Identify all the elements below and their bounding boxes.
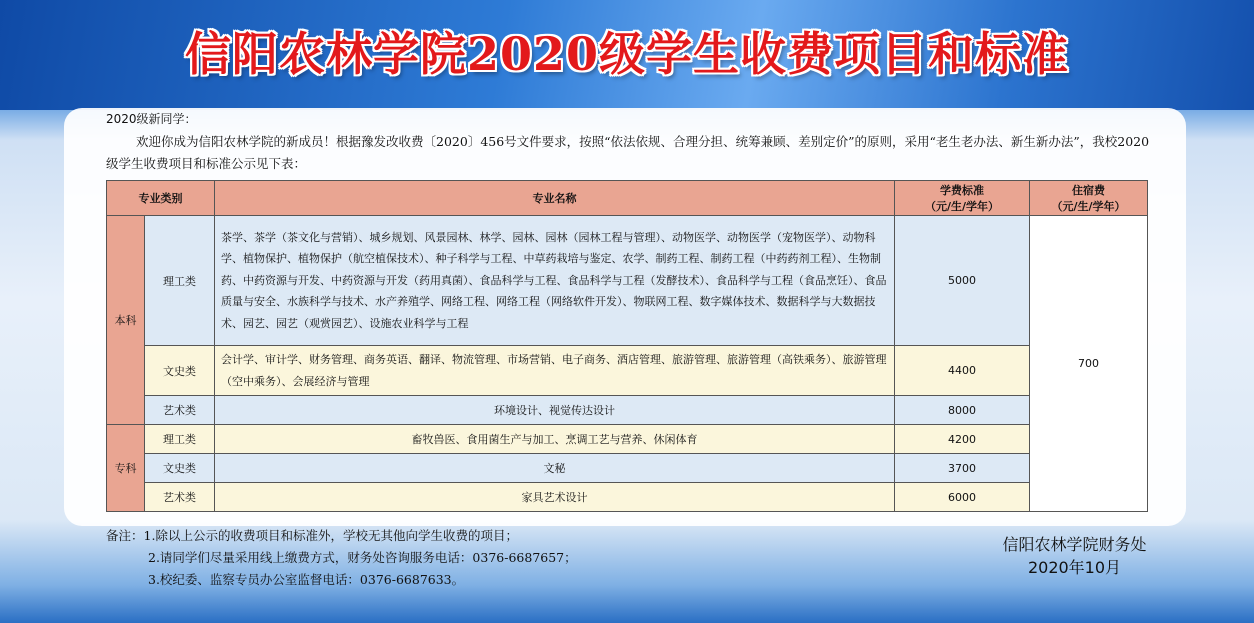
row-tuition: 3700	[895, 454, 1030, 483]
table-row	[107, 454, 1148, 483]
row-tuition: 8000	[895, 396, 1030, 425]
signature-date: 2020年10月	[1027, 558, 1122, 577]
level-vocational: 专科	[107, 425, 145, 512]
row-majors: 文秘	[215, 454, 895, 483]
row-type: 理工类	[145, 425, 215, 454]
row-type: 文史类	[145, 346, 215, 396]
row-majors: 茶学、茶学（茶文化与营销）、城乡规划、风景园林、林学、园林、园林（园林工程与管理）、动物医学、动物医学（宠物医学）、动物科学、植物保护、植物保护（航空植保技术）、种子科学与工程、中草药栽培与鉴定、农学、制药工程、制药工程（中药药剂工程）、生物制药、中药资源与开发、中药资源与开发（药用真菌）、食品科学与工程、食品科学与工程（发酵技术）、食品科学与工程（食品烹饪）、食品质量与安全、水族科学与技术、水产养殖学、网络工程、网络工程（网络软件开发）、物联网工程、数字媒体技术、数据科学与大数据技术、园艺、园艺（观赏园艺）、设施农业科学与工程	[215, 216, 895, 346]
table-row	[107, 346, 1148, 396]
page-title: 信阳农林学院2020级学生收费项目和标准	[184, 27, 1070, 81]
header-tuition-label: 学费标准	[940, 184, 984, 197]
row-type: 艺术类	[145, 483, 215, 512]
row-tuition: 4200	[895, 425, 1030, 454]
row-majors: 环境设计、视觉传达设计	[215, 396, 895, 425]
row-tuition: 5000	[895, 216, 1030, 346]
header-major-name: 专业名称	[215, 181, 895, 216]
header-dorm-label: 住宿费	[1072, 184, 1105, 197]
table-row	[107, 483, 1148, 512]
row-type: 文史类	[145, 454, 215, 483]
table-row	[107, 425, 1148, 454]
row-majors: 家具艺术设计	[215, 483, 895, 512]
notes-label: 备注：	[106, 528, 144, 543]
header-category: 专业类别	[107, 181, 215, 216]
signature	[962, 533, 1187, 579]
row-type: 艺术类	[145, 396, 215, 425]
row-tuition: 4400	[895, 346, 1030, 396]
greeting: 2020级新同学：	[106, 112, 197, 126]
row-type: 理工类	[145, 216, 215, 346]
header-tuition-unit: （元/生/学年）	[924, 200, 1000, 213]
note-item: 1.除以上公示的收费项目和标准外，学校无其他向学生收费的项目；	[143, 528, 518, 543]
note-item: 3.校纪委、监察专员办公室监督电话：0376-6687633。	[148, 572, 465, 587]
row-tuition: 6000	[895, 483, 1030, 512]
fee-table	[106, 180, 1148, 512]
signature-office: 信阳农林学院财务处	[1002, 535, 1147, 554]
note-line-1	[106, 525, 577, 547]
table-row	[107, 396, 1148, 425]
notes	[106, 525, 577, 591]
note-item: 2.请同学们尽量采用线上缴费方式，财务处咨询服务电话：0376-6687657；	[148, 550, 577, 565]
intro-paragraph: 欢迎你成为信阳农林学院的新成员！根据豫发改收费〔2020〕456号文件要求，按照“依法依规、合理分担、统筹兼顾、差别定价”的原则，采用“老生老办法、新生新办法”，我校2020级学生收费项目和标准公示见下表：	[106, 134, 1150, 171]
table-row	[107, 216, 1148, 346]
header-dorm-unit: （元/生/学年）	[1051, 200, 1126, 213]
dorm-fee: 700	[1030, 216, 1148, 512]
header-tuition	[895, 181, 1030, 216]
table-header-row	[107, 181, 1148, 216]
row-majors: 畜牧兽医、食用菌生产与加工、烹调工艺与营养、休闲体育	[215, 425, 895, 454]
level-undergraduate: 本科	[107, 216, 145, 425]
row-majors: 会计学、审计学、财务管理、商务英语、翻译、物流管理、市场营销、电子商务、酒店管理、旅游管理、旅游管理（高铁乘务）、旅游管理（空中乘务）、会展经济与管理	[215, 346, 895, 396]
header-dorm	[1030, 181, 1148, 216]
